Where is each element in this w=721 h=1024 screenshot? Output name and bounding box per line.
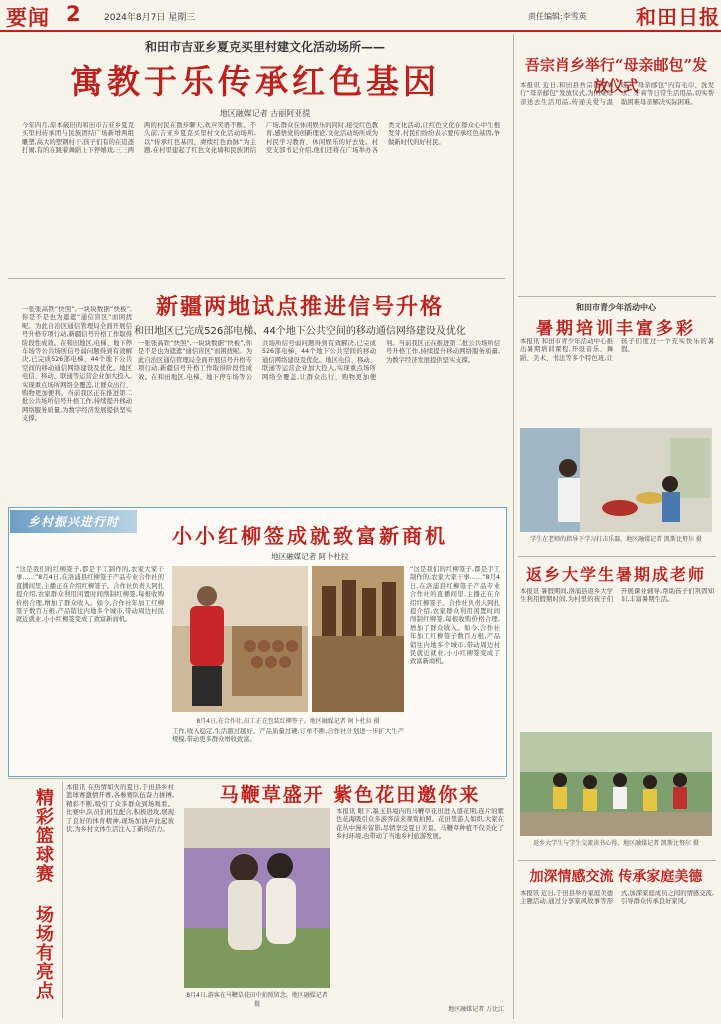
- right-story3-headline: 返乡大学生暑期成老师: [525, 565, 706, 584]
- feature-body-3: “这是我们的红柳签子,都是手工制作的,农家大家干事……”8月4日,在洛浦县红柳签子产品专业合作社的直播间里,主播正在介绍红柳签子。合作社负责人阿扎提介绍,农家群众利用闲置时间削制红柳签,每根收购价格合理,增加了群众收入。如今,合作社年加工红柳签子数百万根,产品销往内地多个城市,带动周边村民就近就业,小小红柳签变成了致富新商机。: [410, 566, 500, 666]
- side-body: 本报讯 在热情如火的夏日,于田县乡村篮球赛激情开赛,各参赛队伍奋力拼搏,精彩不断,吸引了众多群众到场观看。比赛中,队员们相互配合,积极进攻,展现了良好的体育精神,现场加油声此起彼伏,为乡村文体生活注入了新的活力。: [66, 784, 174, 834]
- story4-body: 本报讯 眼下,墨玉县境内的马鞭草花田进入盛花期,连片的紫色花海吸引众多游客前来观赏拍照。花田里游人如织,大家在花丛中漫步留影,尽情享受夏日美景。马鞭草种植不仅美化了乡村环境,也带动了当地乡村旅游发展。: [336, 808, 504, 841]
- lead-byline: 地区融媒记者 古丽阿亚提: [219, 109, 311, 118]
- right-story2-headline: 暑期培训丰富多彩: [536, 319, 696, 339]
- right-story3-body: 本报讯 暑假期间,洛浦县返乡大学生利用假期时间,为村里的孩子们开展课业辅导,帮助孩子们巩固知识,丰富暑期生活。: [520, 588, 714, 604]
- newspaper-logo: 和田日报: [636, 5, 720, 29]
- right-photo-1-caption: 学生在老师的指导下学习打击乐器。地区融媒记者 凯斯比努尔 摄: [530, 536, 702, 543]
- flower-field-photo-icon: [184, 808, 330, 988]
- right-divider: [518, 556, 716, 557]
- story4-photo-caption: 8月4日,游客在马鞭草花田中拍照留念。地区融媒记者 摄: [186, 992, 328, 1008]
- story4-headline: 马鞭草盛开 紫色花田邀你来: [219, 784, 481, 806]
- feature-photo-caption: 8月4日,在合作社,员工正在包装红柳签子。地区融媒记者 阿卜杜拉 摄: [196, 718, 380, 725]
- story2-subhead: 和田地区已完成526部电梯、44个地下公共空间的移动通信网络建设及优化: [134, 326, 466, 337]
- column-divider: [62, 782, 63, 1018]
- right-photo-2-caption: 返乡大学生与学生交流读书心得。地区融媒记者 凯斯比努尔 摄: [533, 840, 699, 847]
- story4-photo: [184, 808, 330, 988]
- right-story2-kicker: 和田市青少年活动中心: [576, 303, 656, 312]
- side-headline: 精彩篮球赛 场场有亮点: [33, 788, 54, 1000]
- feature-photo: [172, 566, 308, 712]
- right-story1-headline: 吾宗肖乡举行“母亲邮包”发放仪式: [524, 56, 708, 95]
- feature-byline: 地区融媒记者 阿卜杜拉: [271, 552, 349, 561]
- right-divider: [518, 860, 716, 861]
- lead-kicker: 和田市吉亚乡夏克买里村建文化活动场所——: [144, 40, 385, 54]
- students-photo-icon: [520, 732, 712, 836]
- section-divider: [8, 278, 505, 279]
- story2-body: 一张张高铁“快照”,一块块数据“快板”,你是不是也为遮遮“通信盲区”而困扰呢。为此自治区通信管理局全面开展信号升格专项行动,新疆信号升格工作取得阶段性成效。在和田地区,电梯、地下停车场等公共场所信号弱问题得到有效解决,已完成526部电梯、44个地下公共空间的移动通信网络建设及优化。地区电信、移动、联通等运营企业加大投入,实现重点场所网络全覆盖,让群众出行、购物更加便利。当前我区正在推进第二批公共场所信号升格工作,持续提升移动网络服务质量,为数字经济发展提供坚实支撑。: [138, 340, 500, 381]
- feature-photo-2: [312, 566, 404, 712]
- right-photo-2: [520, 732, 712, 836]
- right-story1-body: 本报讯 近日,和田县吾宗肖乡举行“母亲邮包”发放仪式,为困难母亲送去生活用品,传递关爱与温暖。“母亲邮包”内有毛巾、洗发水、牙膏等日常生活用品,切实帮助困难母亲解决实际困难。: [520, 82, 714, 106]
- editor-credit: 责任编辑:李雪英: [528, 12, 587, 21]
- right-story2-body: 本报讯 和田市青少年活动中心推出暑期培训课程,开设音乐、舞蹈、美术、书法等多个特色班,让孩子们度过一个充实快乐的暑假。: [520, 338, 714, 362]
- feature-band-label: 乡村振兴进行时: [28, 515, 120, 529]
- right-photo-1: [520, 428, 712, 532]
- drum-class-photo-icon: [520, 428, 712, 532]
- column-divider: [513, 34, 514, 1019]
- lead-body: 今年四月,原本破旧的和田市吉亚乡夏克买里村传承团与民族团结广场新增两组雕塑,高大的塑钢村干,孩子们有的在追逐打闹,有的在跳着舞蹈上下停嬉戏,三三两两的村民在散步聊天,欢声笑语不断。不久前,吉亚乡夏克买里村文化活动场所,以“传承红色基因、赓续红色血脉”为主题,在村里建起了红色文化墙和民族团结广场,群众在休闲娱乐的同时,接受红色教育,感悟党的创新理论,文化活动场所成为村民学习教育、休闲娱乐的好去处。村党支部书记介绍,他们还将在广场举办各类文化活动,让红色文化在群众心中生根发芽,村民们纷纷表示要传承红色基因,争做新时代的好村民。: [22, 122, 500, 155]
- artisan-photo-icon: [172, 566, 308, 712]
- story2-body-col1: 一张张高铁“快照”,一块块数据“快板”,你是不是也为遮遮“通信盲区”而困扰呢。为此自治区通信管理局全面开展信号升格专项行动,新疆信号升格工作取得阶段性成效。在和田地区,电梯、地下停车场等公共场所信号弱问题得到有效解决,已完成526部电梯、44个地下公共空间的移动通信网络建设及优化。地区电信、移动、联通等运营企业加大投入,实现重点场所网络全覆盖,让群众出行、购物更加便利。当前我区正在推进第二批公共场所信号升格工作,持续提升移动网络服务质量,为数字经济发展提供坚实支撑。: [22, 306, 132, 423]
- right-divider: [518, 296, 716, 297]
- sticks-photo-icon: [312, 566, 404, 712]
- section-divider: [8, 778, 505, 779]
- issue-date: 2024年8月7日 星期三: [104, 13, 196, 23]
- feature-headline: 小小红柳签成就致富新商机: [172, 524, 448, 548]
- feature-body-2: 工作,收入稳定,生活越过越好。产品质量过硬,订单不断,合作社计划进一步扩大生产规模,带动更多群众增收致富。: [172, 728, 404, 744]
- right-story4-headline: 加深情感交流 传承家庭美德: [529, 869, 703, 885]
- page-number: 2: [66, 2, 81, 26]
- lead-headline: 寓教于乐传承红色基因: [70, 62, 440, 101]
- right-story4-body: 本报讯 近日,于田县举办家庭美德主题活动,通过分享家风故事等形式,加深家庭成员之间的情感交流,引导群众传承良好家风。: [520, 890, 714, 906]
- feature-body: “这是我们的红柳签子,都是手工制作的,农家大家干事……”8月4日,在洛浦县红柳签子产品专业合作社的直播间里,主播正在介绍红柳签子。合作社负责人阿扎提介绍,农家群众利用闲置时间削制红柳签,每根收购价格合理,增加了群众收入。如今,合作社年加工红柳签子数百万根,产品销往内地多个城市,带动周边村民就近就业,小小红柳签变成了致富新商机。: [16, 566, 164, 624]
- story2-headline: 新疆两地试点推进信号升格: [155, 294, 444, 320]
- section-name: 要闻: [6, 6, 50, 30]
- story4-byline: 地区融媒记者 万比江: [448, 1006, 504, 1013]
